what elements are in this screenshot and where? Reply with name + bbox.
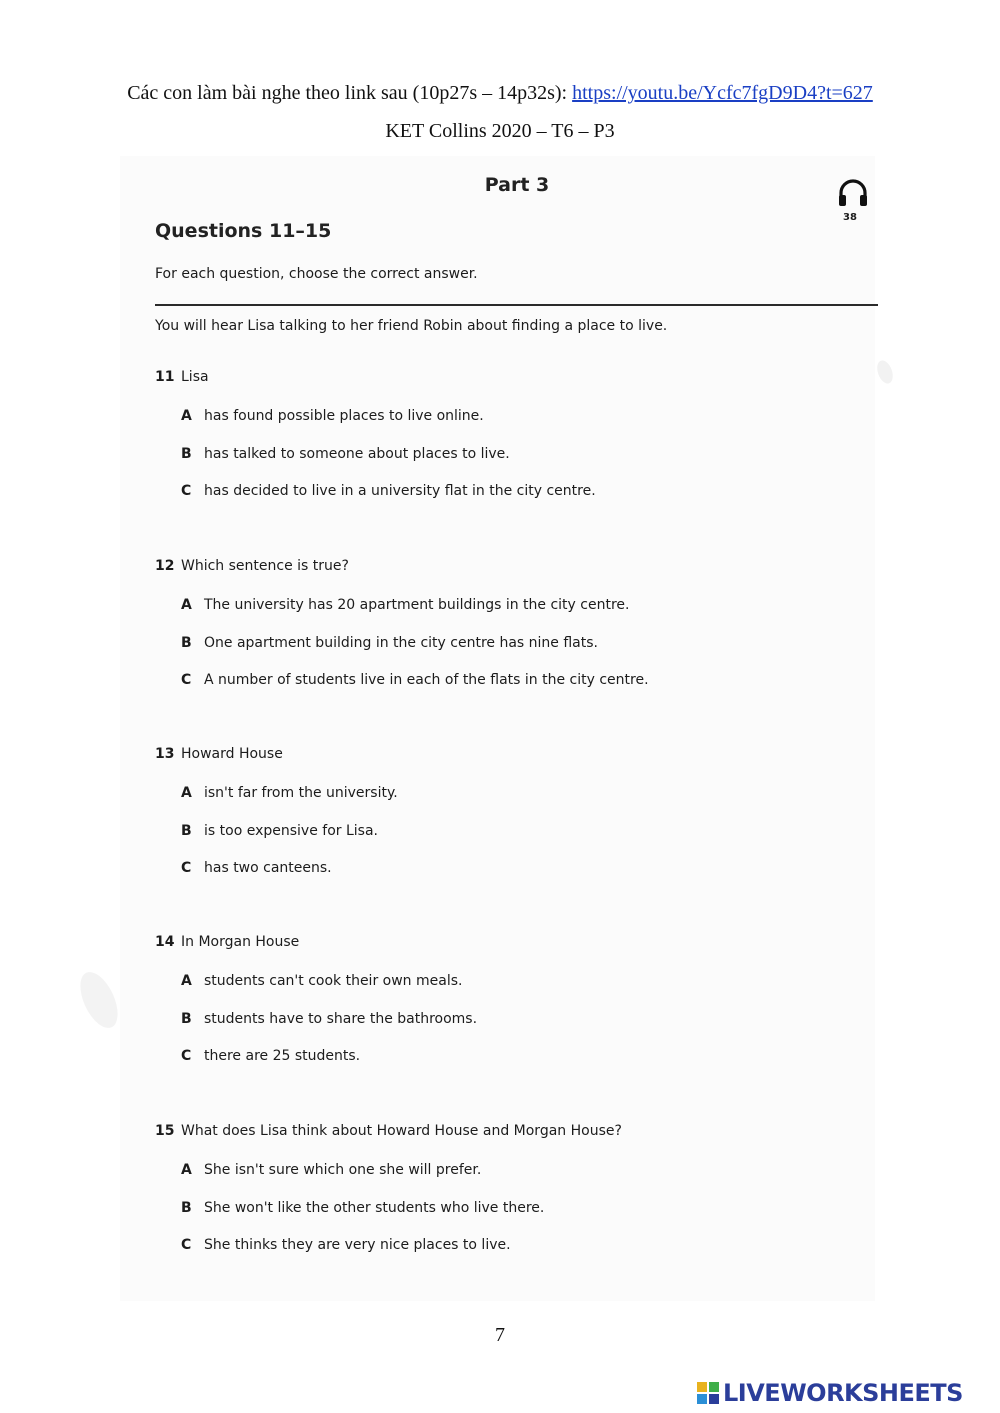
answer-option[interactable] — [181, 1046, 855, 1066]
divider — [155, 304, 878, 306]
option-text: has two canteens. — [204, 860, 332, 876]
option-text: has decided to live in a university flat in the city centre. — [204, 483, 596, 499]
option-text: She won't like the other students who live there. — [204, 1199, 545, 1216]
option-letter: A — [181, 597, 192, 613]
question-11 — [155, 367, 855, 501]
option-text: has found possible places to live online. — [204, 408, 484, 424]
question-number: 13 — [155, 746, 175, 762]
option-text: students have to share the bathrooms. — [204, 1010, 478, 1027]
option-letter: B — [181, 445, 192, 462]
option-text: has talked to someone about places to live. — [204, 445, 510, 462]
question-stem: Lisa — [181, 369, 209, 385]
answer-option[interactable] — [181, 633, 855, 653]
question-number: 11 — [155, 369, 175, 385]
answer-option[interactable] — [181, 971, 855, 991]
youtube-link[interactable]: https://youtu.be/Ycfc7fgD9D4?t=627 — [572, 82, 873, 104]
liveworksheets-brand[interactable] — [697, 1378, 963, 1408]
question-15 — [155, 1121, 855, 1255]
page-number: 7 — [495, 1324, 505, 1346]
headphones-icon — [836, 178, 870, 208]
answer-option[interactable] — [181, 406, 855, 426]
answer-option[interactable] — [181, 444, 855, 464]
option-letter: C — [181, 672, 192, 688]
question-stem: What does Lisa think about Howard House and Morgan House? — [181, 1123, 622, 1139]
option-letter: C — [181, 1048, 192, 1064]
scan-artifact — [73, 966, 126, 1033]
answer-option[interactable] — [181, 1198, 855, 1218]
question-stem: Howard House — [181, 746, 283, 762]
option-letter: B — [181, 634, 192, 651]
option-letter: A — [181, 408, 192, 424]
option-text: is too expensive for Lisa. — [204, 822, 378, 839]
question-number: 14 — [155, 934, 175, 950]
option-text: students can't cook their own meals. — [204, 973, 463, 989]
answer-option[interactable] — [181, 858, 855, 878]
task-instruction: For each question, choose the correct answer. — [155, 266, 478, 282]
liveworksheets-logo-icon — [697, 1382, 719, 1404]
option-text: isn't far from the university. — [204, 785, 398, 801]
question-range-heading: Questions 11–15 — [155, 220, 332, 242]
question-number: 15 — [155, 1123, 175, 1139]
answer-option[interactable] — [181, 783, 855, 803]
answer-option[interactable] — [181, 1160, 855, 1180]
track-number: 38 — [843, 212, 857, 223]
scan-artifact — [874, 358, 895, 385]
worksheet-subtitle: KET Collins 2020 – T6 – P3 — [385, 120, 615, 142]
option-text: A number of students live in each of the flats in the city centre. — [204, 672, 649, 688]
question-12 — [155, 556, 855, 690]
answer-option[interactable] — [181, 595, 855, 615]
option-letter: A — [181, 1162, 192, 1178]
answer-option[interactable] — [181, 821, 855, 841]
question-number: 12 — [155, 558, 175, 574]
question-14 — [155, 932, 855, 1066]
option-text: She thinks they are very nice places to live. — [204, 1237, 511, 1253]
answer-option[interactable] — [181, 481, 855, 501]
answer-option[interactable] — [181, 1009, 855, 1029]
question-13 — [155, 744, 855, 878]
question-stem: Which sentence is true? — [181, 558, 349, 574]
option-letter: C — [181, 860, 192, 876]
answer-option[interactable] — [181, 670, 855, 690]
option-letter: C — [181, 1237, 192, 1253]
option-letter: B — [181, 1199, 192, 1216]
question-stem: In Morgan House — [181, 934, 300, 950]
option-text: She isn't sure which one she will prefer. — [204, 1162, 482, 1178]
option-text: The university has 20 apartment buildings in the city centre. — [204, 597, 630, 613]
listening-context: You will hear Lisa talking to her friend Robin about finding a place to live. — [155, 318, 668, 334]
option-letter: B — [181, 822, 192, 839]
brand-text: LIVEWORKSHEETS — [723, 1379, 963, 1407]
option-letter: A — [181, 973, 192, 989]
answer-option[interactable] — [181, 1235, 855, 1255]
intro-instruction: Các con làm bài nghe theo link sau (10p27s – 14p32s): — [127, 82, 573, 104]
intro-line — [0, 80, 1000, 106]
option-letter: A — [181, 785, 192, 801]
option-letter: C — [181, 483, 192, 499]
option-letter: B — [181, 1010, 192, 1027]
part-title: Part 3 — [484, 174, 550, 196]
option-text: there are 25 students. — [204, 1048, 361, 1064]
option-text: One apartment building in the city centre has nine flats. — [204, 634, 598, 651]
